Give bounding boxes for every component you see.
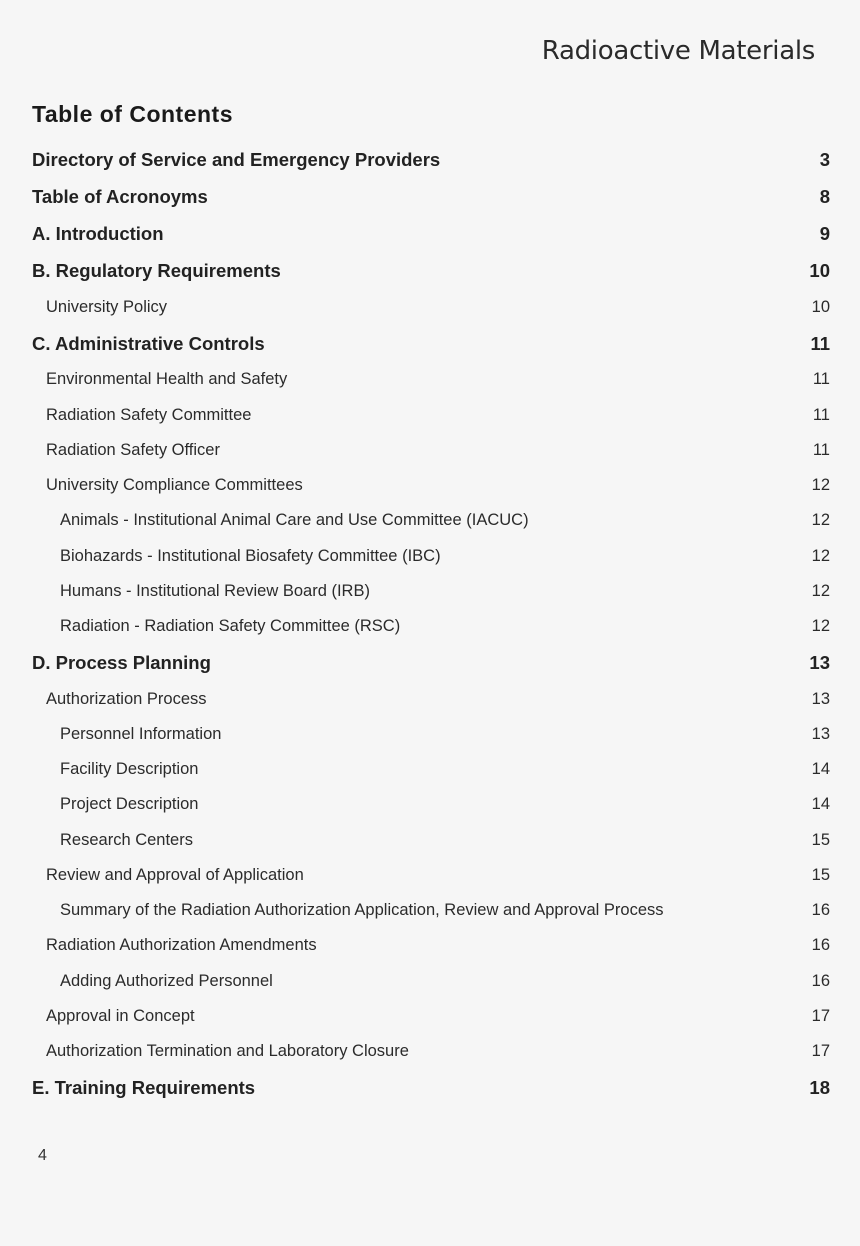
- toc-entry-page-number[interactable]: 12: [811, 511, 830, 530]
- toc-entry-title[interactable]: Authorization Process: [46, 689, 207, 708]
- toc-entry[interactable]: [32, 253, 830, 290]
- toc-entry-title[interactable]: Research Centers: [60, 830, 193, 849]
- toc-entry-title[interactable]: Summary of the Radiation Authorization Application, Review and Approval Process: [60, 901, 664, 919]
- toc-entry-page-number[interactable]: 12: [811, 476, 830, 495]
- toc-entry-page-number[interactable]: 16: [811, 936, 830, 955]
- toc-entry-title[interactable]: Facility Description: [60, 760, 199, 778]
- toc-entry-page-number[interactable]: 12: [811, 581, 830, 600]
- toc-entry[interactable]: [32, 1069, 830, 1106]
- toc-entry-title[interactable]: Radiation Authorization Amendments: [46, 936, 317, 955]
- toc-entry-title[interactable]: Table of Acronoyms: [32, 185, 208, 207]
- toc-entry[interactable]: [32, 574, 830, 609]
- page-number: 4: [38, 1147, 47, 1164]
- toc-entry-page-number[interactable]: 17: [811, 1042, 830, 1060]
- toc-entry-page-number[interactable]: 17: [811, 1006, 830, 1025]
- toc-entry-page-number[interactable]: 13: [809, 651, 830, 673]
- toc-entry[interactable]: [32, 538, 830, 573]
- toc-entry-title[interactable]: Adding Authorized Personnel: [60, 971, 273, 990]
- toc-entry-title[interactable]: Biohazards - Institutional Biosafety Committee (IBC): [60, 546, 441, 565]
- toc-entry-page-number[interactable]: 8: [819, 185, 830, 207]
- toc-entry[interactable]: [32, 822, 830, 857]
- toc-list: [32, 141, 830, 1106]
- toc-entry-title[interactable]: D. Process Planning: [32, 651, 211, 673]
- toc-entry-page-number[interactable]: 16: [811, 901, 830, 919]
- toc-entry-title[interactable]: Environmental Health and Safety: [46, 370, 288, 389]
- toc-entry-title[interactable]: Animals - Institutional Animal Care and Use Committee (IACUC): [60, 511, 529, 530]
- toc-entry[interactable]: [32, 433, 830, 468]
- toc-entry-page-number[interactable]: 16: [811, 971, 830, 990]
- toc-entry[interactable]: [32, 787, 830, 822]
- toc-entry[interactable]: [32, 644, 830, 681]
- toc-entry-title[interactable]: E. Training Requirements: [32, 1076, 256, 1098]
- toc-entry[interactable]: [32, 178, 830, 215]
- toc-entry-title[interactable]: B. Regulatory Requirements: [32, 260, 281, 282]
- toc-entry[interactable]: [32, 999, 830, 1034]
- toc-entry-title[interactable]: University Policy: [46, 297, 168, 316]
- toc-entry-title[interactable]: C. Administrative Controls: [32, 332, 265, 354]
- toc-entry-page-number[interactable]: 11: [812, 370, 830, 389]
- toc-entry-title[interactable]: Radiation - Radiation Safety Committee (RSC): [60, 617, 401, 636]
- toc-entry[interactable]: [32, 141, 830, 178]
- toc-entry[interactable]: [32, 397, 830, 432]
- toc-entry-page-number[interactable]: 10: [811, 297, 830, 316]
- running-header-title: Radioactive Materials: [541, 36, 815, 66]
- toc-entry-title[interactable]: Project Description: [60, 795, 199, 814]
- toc-entry-page-number[interactable]: 14: [811, 760, 830, 778]
- toc-entry-title[interactable]: Authorization Termination and Laboratory Closure: [46, 1042, 409, 1060]
- toc-entry-title[interactable]: A. Introduction: [32, 222, 164, 244]
- toc-entry-page-number[interactable]: 13: [811, 724, 830, 743]
- toc-entry[interactable]: [32, 503, 830, 538]
- toc-entry-title[interactable]: Radiation Safety Officer: [46, 440, 220, 459]
- toc-entry[interactable]: [32, 215, 830, 252]
- toc-entry-title[interactable]: Review and Approval of Application: [46, 865, 304, 884]
- toc-entry-title[interactable]: Approval in Concept: [46, 1006, 195, 1025]
- toc-entry-page-number[interactable]: 3: [819, 148, 830, 170]
- toc-entry-title[interactable]: Radiation Safety Committee: [46, 405, 252, 424]
- toc-heading: Table of Contents: [32, 101, 234, 127]
- toc-entry-page-number[interactable]: 15: [811, 830, 830, 849]
- toc-entry[interactable]: [32, 928, 830, 963]
- toc-entry[interactable]: [32, 1034, 830, 1069]
- toc-entry-page-number[interactable]: 13: [811, 689, 830, 708]
- toc-entry[interactable]: [32, 468, 830, 503]
- toc-entry-page-number[interactable]: 11: [812, 405, 830, 424]
- toc-entry[interactable]: [32, 362, 830, 397]
- toc-entry-title[interactable]: Humans - Institutional Review Board (IRB): [60, 581, 370, 600]
- toc-entry-page-number[interactable]: 10: [809, 260, 830, 282]
- toc-entry-title[interactable]: Personnel Information: [60, 724, 222, 743]
- toc-entry-page-number[interactable]: 15: [811, 865, 830, 884]
- toc-entry[interactable]: [32, 325, 830, 362]
- toc-entry[interactable]: [32, 717, 830, 752]
- toc-entry[interactable]: [32, 893, 830, 928]
- toc-entry[interactable]: [32, 609, 830, 644]
- toc-entry-title[interactable]: University Compliance Committees: [46, 476, 303, 495]
- toc-entry[interactable]: [32, 681, 830, 716]
- toc-entry-page-number[interactable]: 11: [810, 332, 830, 354]
- toc-entry-page-number[interactable]: 12: [811, 546, 830, 565]
- toc-entry[interactable]: [32, 963, 830, 998]
- toc-entry-title[interactable]: Directory of Service and Emergency Providers: [32, 148, 441, 170]
- toc-entry[interactable]: [32, 752, 830, 787]
- toc-entry-page-number[interactable]: 14: [811, 795, 830, 814]
- toc-entry-page-number[interactable]: 11: [812, 440, 830, 459]
- toc-entry[interactable]: [32, 858, 830, 893]
- toc-entry-page-number[interactable]: 9: [819, 222, 830, 244]
- toc-entry-page-number[interactable]: 12: [811, 617, 830, 636]
- toc-entry[interactable]: [32, 290, 830, 325]
- toc-entry-page-number[interactable]: 18: [809, 1076, 830, 1098]
